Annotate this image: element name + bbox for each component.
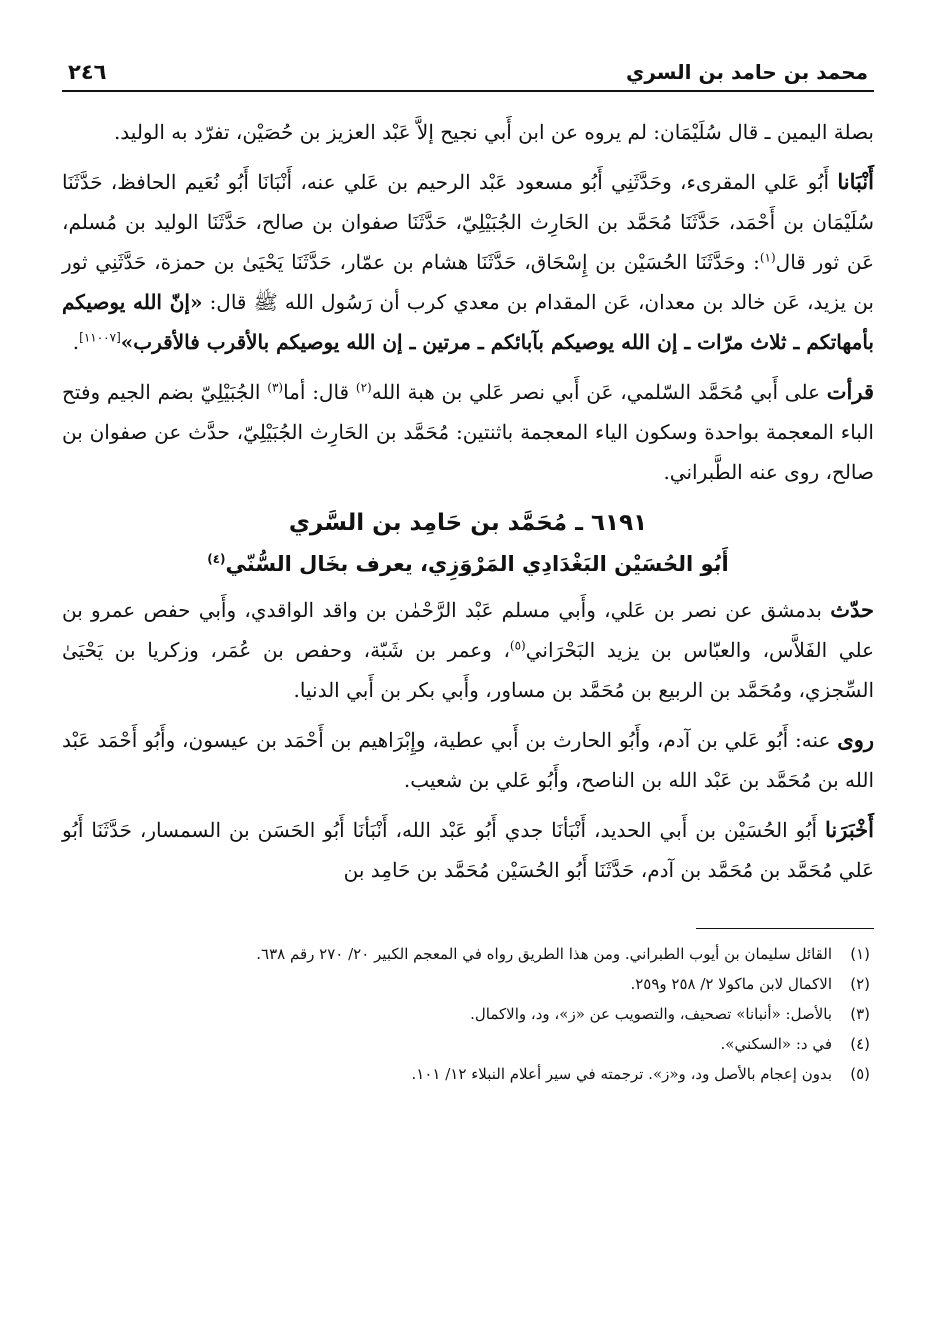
footnote (62, 939, 874, 969)
main-text (62, 112, 874, 890)
paragraph-lead-word: قرأت (826, 379, 874, 404)
paragraph-reading (62, 372, 874, 492)
footnote-number: (١) (850, 945, 870, 963)
page-number: ٢٤٦ (68, 60, 107, 84)
footnote-text: الاكمال لابن ماكولا ٢/ ٢٥٨ و٢٥٩. (630, 975, 832, 993)
paragraph-text: . (72, 330, 80, 354)
footnotes (62, 939, 874, 1089)
book-page (62, 40, 874, 1089)
footnote-marker[interactable]: (١) (759, 250, 776, 265)
paragraph-text: الجُبَيْلِيّ بضم الجيم وفتح الباء المعجمة بواحدة وسكون الياء المعجمة باثنتين: مُحَمَّد بن الحَارِث الجُبَيْلِيّ، حدَّث عن صفوان بن صالح، روى عنه الطَّبراني. (62, 380, 874, 484)
footnote-text: في د: «السكني». (720, 1035, 832, 1053)
footnote-marker[interactable]: (٣) (267, 380, 284, 395)
footnote-number: (٢) (850, 975, 870, 993)
footnote-marker[interactable]: (٢) (355, 380, 372, 395)
paragraph-text: عنه: أَبُو عَلي بن آدم، وأَبُو الحارث بن أَبي عطية، وإِبْرَاهيم بن أَحْمَد بن عيسون، وأَبُو أَحْمَد عَبْد الله بن مُحَمَّد بن عَبْد الله بن الناصح، وأَبُو عَلي بن شعيب. (62, 728, 874, 792)
paragraph-isnad-1 (62, 162, 874, 362)
paragraph-text: أَبُو عَلي المقرىء، وحَدَّثَنِي أَبُو مسعود عَبْد الرحيم بن عَلي عنه، أَنْبَانَا أَبُو نُعَيم الحافظ، حَدَّثَنَا سُلَيْمَان بن أَحْمَد، حَدَّثَنَا مُحَمَّد بن الحَارِث الجُبَيْلِيّ، حَدَّثَنَا صفوان بن صالح، حَدَّثَنَا الوليد بن مُسلم، عَن ثور قال (62, 170, 874, 274)
footnote-text: بالأصل: «أنبانا» تصحيف، والتصويب عن «ز»، ود، والاكمال. (470, 1005, 832, 1023)
entry-subheading (62, 544, 874, 584)
paragraph-text: بدمشق عن نصر بن عَلي، وأَبي مسلم عَبْد الرَّحْمٰن بن واقد الواقدي، وأَبي حفص عمرو بن علي الفَلاَّس، والعبّاس بن يزيد البَحْرَاني (62, 598, 875, 662)
footnote-number: (٣) (850, 1005, 870, 1023)
footnote-marker[interactable]: (٥) (509, 638, 526, 653)
footnote-divider (696, 928, 874, 929)
paragraph-lead-word: أَنْبَانا (837, 169, 874, 194)
footnote (62, 1029, 874, 1059)
paragraph-text: : وحَدَّثَنَا الحُسَيْن بن إِسْحَاق، حَدَّثَنَا هشام بن عمّار، حَدَّثَنَا يَحْيَىٰ بن حمزة، حَدَّثَنِي ثور بن يزيد، عَن خالد بن معدان، عَن المقدام بن معدي كرب أن رَسُول الله ﷺ قال: (62, 250, 874, 314)
paragraph-narrated (62, 590, 874, 710)
paragraph-text: قال: أما (283, 380, 356, 404)
paragraph-continuation (62, 112, 874, 152)
paragraph-text: على أَبي مُحَمَّد السّلمي، عَن أَبي نصر عَلي بن هبة الله (371, 380, 820, 404)
footnote-text: بدون إعجام بالأصل ود، و«ز». ترجمته في سير أعلام النبلاء ١٢/ ١٠١. (411, 1065, 832, 1083)
paragraph-text: أَبُو الحُسَيْن بن أَبي الحديد، أَنْبَأنَا جدي أَبُو عَبْد الله، أَنْبَأنَا أَبُو الحَسَن بن السمسار، حَدَّثَنَا أَبُو عَلي مُحَمَّد بن مُحَمَّد بن آدم، حَدَّثَنَا أَبُو الحُسَيْن مُحَمَّد بن حَامِد بن (62, 818, 874, 882)
footnote-text: القائل سليمان بن أيوب الطبراني. ومن هذا الطريق رواه في المعجم الكبير ٢٠/ ٢٧٠ رقم ٦٣٨. (256, 945, 832, 963)
hadith-reference-number: [١١٠٠٧] (79, 330, 121, 345)
paragraph-lead-word: أَخْبَرَنا (825, 817, 874, 842)
entry-subheading-text: أَبُو الحُسَيْن البَغْدَادِي المَرْوَزِي، يعرف بخَال السُّنّي (225, 552, 729, 576)
footnote (62, 999, 874, 1029)
paragraph-isnad-2 (62, 810, 874, 890)
paragraph-lead-word: روى (837, 727, 874, 752)
running-title: محمد بن حامد بن السري (626, 60, 868, 84)
footnote-number: (٥) (850, 1065, 870, 1083)
paragraph-text: بصلة اليمين ـ قال سُلَيْمَان: لم يروه عن ابن أَبي نجيح إلاَّ عَبْد العزيز بن حُصَيْن، تفرّد به الوليد. (113, 120, 874, 144)
running-header (62, 40, 874, 92)
hadith-text: «إنّ الله يوصيكم بأمهاتكم ـ ثلاث مرّات ـ إن الله يوصيكم بآبائكم ـ مرتين ـ إن الله يوصيكم بالأقرب فالأقرب» (62, 290, 874, 354)
entry-heading: ٦١٩١ ـ مُحَمَّد بن حَامِد بن السَّري (288, 510, 648, 536)
footnote (62, 1059, 874, 1089)
footnote (62, 969, 874, 999)
paragraph-lead-word: حدّث (830, 597, 874, 622)
paragraph-text: ، وعمر بن شَبّة، وحفص بن عُمَر، وزكريا بن يَحْيَىٰ السِّجزي، ومُحَمَّد بن الربيع بن مُحَمَّد بن مساور، وأَبي بكر بن أَبي الدنيا. (62, 638, 874, 702)
paragraph-narrators (62, 720, 874, 800)
footnote-marker[interactable]: (٤) (207, 552, 226, 566)
footnote-number: (٤) (850, 1035, 870, 1053)
